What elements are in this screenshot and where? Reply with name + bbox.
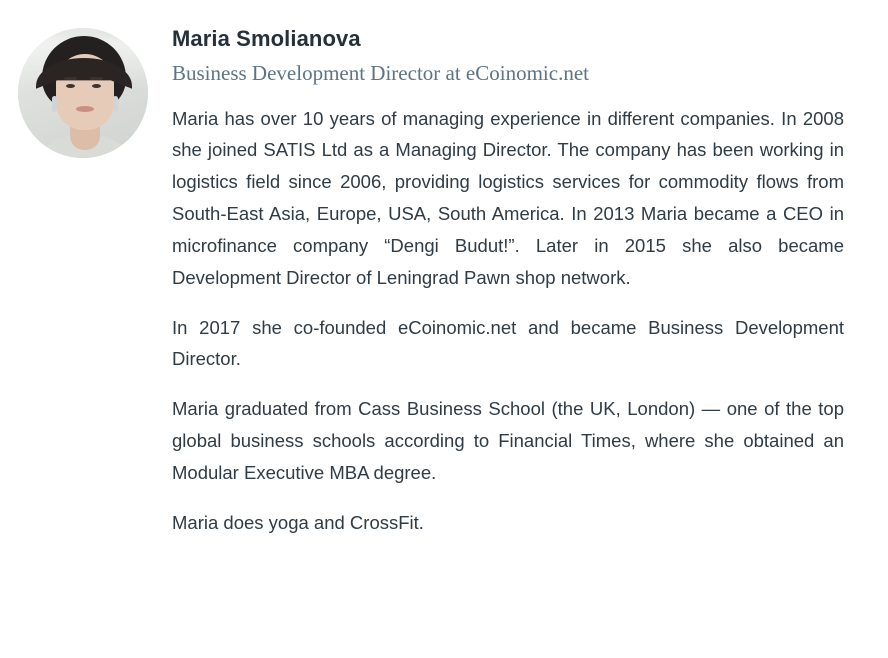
avatar-eye-left <box>66 84 75 88</box>
bio-paragraph: Maria does yoga and CrossFit. <box>172 511 424 533</box>
avatar-eyebrow-left <box>64 77 77 80</box>
bio-paragraph: In 2017 she co-founded eCoinomic.net and became Business Development Director. <box>172 316 844 370</box>
profile-content <box>152 18 844 538</box>
avatar-earring-right <box>113 96 118 112</box>
bio-paragraph: Maria graduated from Cass Business School (the UK, London) — one of the top global business schools according to Financial Times, where she obtained an Modular Executive MBA degree. <box>172 398 844 483</box>
avatar-lips <box>76 106 94 112</box>
avatar <box>18 28 148 158</box>
person-role: Business Development Director at eCoinomic.net <box>172 61 589 86</box>
person-name: Maria Smolianova <box>172 26 361 51</box>
bio-paragraph: Maria has over 10 years of managing experience in different companies. In 2008 she joined SATIS Ltd as a Managing Director. The company has been working in logistics field since 2006, providing logistics services for commodity flows from South-East Asia, Europe, USA, South America. In 2013 Maria became a CEO in microfinance company “Dengi Budut!”. Later in 2015 she also became Development Director of Leningrad Pawn shop network. <box>172 107 844 288</box>
avatar-eye-right <box>92 84 101 88</box>
avatar-container <box>18 18 152 158</box>
avatar-eyebrow-right <box>90 77 103 80</box>
avatar-earring-left <box>52 96 57 112</box>
